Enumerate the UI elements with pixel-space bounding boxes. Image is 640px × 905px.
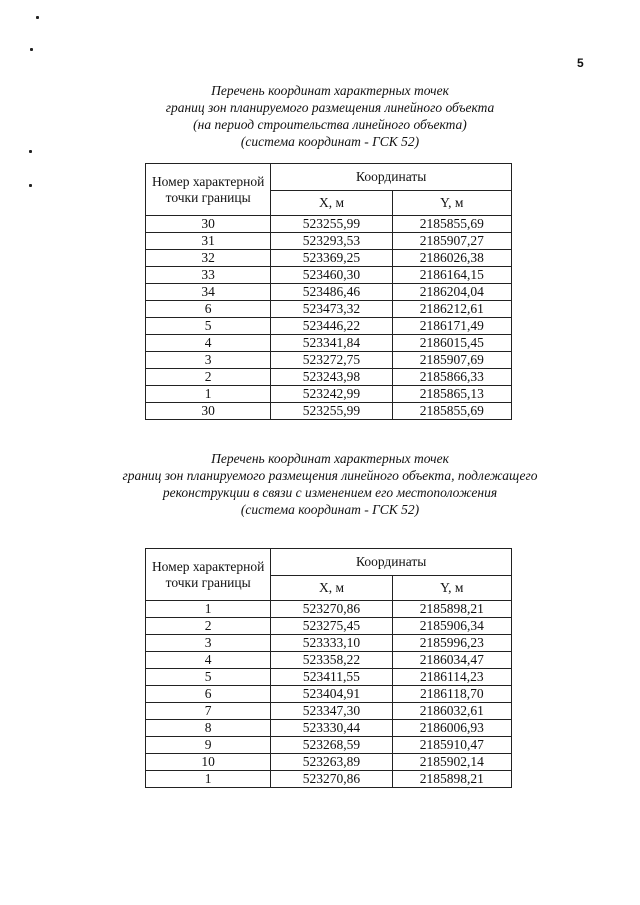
cell-point-number: 30 bbox=[146, 216, 271, 233]
heading-line: границ зон планируемого размещения линейного объекта bbox=[165, 100, 495, 115]
cell-point-number: 10 bbox=[146, 754, 271, 771]
table-row bbox=[146, 635, 512, 652]
cell-point-number: 33 bbox=[146, 267, 271, 284]
table-row bbox=[146, 720, 512, 737]
cell-y: 2185910,47 bbox=[392, 737, 511, 754]
page-number: 5 bbox=[577, 56, 584, 70]
cell-x: 523275,45 bbox=[271, 618, 392, 635]
cell-x: 523446,22 bbox=[271, 318, 392, 335]
cell-x: 523333,10 bbox=[271, 635, 392, 652]
cell-point-number: 9 bbox=[146, 737, 271, 754]
cell-y: 2186171,49 bbox=[392, 318, 511, 335]
cell-y: 2185902,14 bbox=[392, 754, 511, 771]
cell-point-number: 3 bbox=[146, 635, 271, 652]
table-row bbox=[146, 403, 512, 420]
table-row bbox=[146, 386, 512, 403]
section2-heading bbox=[80, 450, 580, 518]
header-point-number: Номер характерной точки границы bbox=[146, 549, 271, 601]
cell-y: 2186204,04 bbox=[392, 284, 511, 301]
heading-line: границ зон планируемого размещения линейного объекта, подлежащего bbox=[122, 468, 538, 483]
header-coordinates: Координаты bbox=[271, 549, 512, 576]
heading-line: Перечень координат характерных точек bbox=[211, 451, 449, 466]
scan-mark bbox=[30, 48, 33, 51]
cell-y: 2185855,69 bbox=[392, 216, 511, 233]
header-y: Y, м bbox=[392, 191, 511, 216]
cell-point-number: 34 bbox=[146, 284, 271, 301]
cell-x: 523404,91 bbox=[271, 686, 392, 703]
cell-y: 2185855,69 bbox=[392, 403, 511, 420]
heading-line: (система координат - ГСК 52) bbox=[240, 134, 420, 149]
cell-x: 523460,30 bbox=[271, 267, 392, 284]
table-row bbox=[146, 771, 512, 788]
cell-x: 523486,46 bbox=[271, 284, 392, 301]
cell-x: 523272,75 bbox=[271, 352, 392, 369]
table-row bbox=[146, 618, 512, 635]
cell-y: 2186114,23 bbox=[392, 669, 511, 686]
table-row bbox=[146, 669, 512, 686]
cell-x: 523270,86 bbox=[271, 771, 392, 788]
coordinates-table-construction bbox=[145, 163, 512, 420]
cell-y: 2186026,38 bbox=[392, 250, 511, 267]
table-row bbox=[146, 284, 512, 301]
table-row bbox=[146, 686, 512, 703]
cell-point-number: 1 bbox=[146, 771, 271, 788]
table-row bbox=[146, 301, 512, 318]
table-row bbox=[146, 601, 512, 618]
table-row bbox=[146, 318, 512, 335]
cell-point-number: 6 bbox=[146, 686, 271, 703]
cell-point-number: 3 bbox=[146, 352, 271, 369]
cell-y: 2186006,93 bbox=[392, 720, 511, 737]
cell-x: 523358,22 bbox=[271, 652, 392, 669]
coordinates-table-reconstruction bbox=[145, 548, 512, 788]
cell-point-number: 4 bbox=[146, 652, 271, 669]
table-row bbox=[146, 216, 512, 233]
heading-line: (система координат - ГСК 52) bbox=[240, 502, 420, 517]
table-row bbox=[146, 352, 512, 369]
header-point-number: Номер характерной точки границы bbox=[146, 164, 271, 216]
cell-point-number: 7 bbox=[146, 703, 271, 720]
header-coordinates: Координаты bbox=[271, 164, 512, 191]
table-row bbox=[146, 754, 512, 771]
header-y: Y, м bbox=[392, 576, 511, 601]
table-row bbox=[146, 703, 512, 720]
cell-y: 2186032,61 bbox=[392, 703, 511, 720]
header-x: X, м bbox=[271, 191, 392, 216]
table-row bbox=[146, 250, 512, 267]
cell-x: 523347,30 bbox=[271, 703, 392, 720]
cell-x: 523242,99 bbox=[271, 386, 392, 403]
cell-y: 2186212,61 bbox=[392, 301, 511, 318]
cell-x: 523369,25 bbox=[271, 250, 392, 267]
section1-heading bbox=[100, 82, 560, 150]
table-row bbox=[146, 233, 512, 250]
cell-point-number: 1 bbox=[146, 386, 271, 403]
scan-mark bbox=[29, 184, 32, 187]
cell-y: 2185898,21 bbox=[392, 601, 511, 618]
table-body bbox=[146, 216, 512, 420]
cell-point-number: 6 bbox=[146, 301, 271, 318]
heading-line: (на период строительства линейного объекта) bbox=[193, 117, 467, 132]
table-row bbox=[146, 652, 512, 669]
cell-point-number: 31 bbox=[146, 233, 271, 250]
cell-x: 523263,89 bbox=[271, 754, 392, 771]
scan-mark bbox=[36, 16, 39, 19]
cell-point-number: 1 bbox=[146, 601, 271, 618]
table-row bbox=[146, 267, 512, 284]
cell-point-number: 5 bbox=[146, 318, 271, 335]
scan-mark bbox=[29, 150, 32, 153]
cell-x: 523268,59 bbox=[271, 737, 392, 754]
cell-x: 523341,84 bbox=[271, 335, 392, 352]
table-body bbox=[146, 601, 512, 788]
heading-line: Перечень координат характерных точек bbox=[211, 83, 449, 98]
cell-point-number: 2 bbox=[146, 618, 271, 635]
cell-x: 523473,32 bbox=[271, 301, 392, 318]
cell-y: 2185898,21 bbox=[392, 771, 511, 788]
cell-point-number: 32 bbox=[146, 250, 271, 267]
cell-x: 523255,99 bbox=[271, 403, 392, 420]
cell-y: 2186118,70 bbox=[392, 686, 511, 703]
cell-y: 2186034,47 bbox=[392, 652, 511, 669]
cell-y: 2185865,13 bbox=[392, 386, 511, 403]
cell-point-number: 4 bbox=[146, 335, 271, 352]
table-row bbox=[146, 335, 512, 352]
header-x: X, м bbox=[271, 576, 392, 601]
cell-y: 2185907,69 bbox=[392, 352, 511, 369]
cell-x: 523243,98 bbox=[271, 369, 392, 386]
cell-y: 2185996,23 bbox=[392, 635, 511, 652]
cell-x: 523293,53 bbox=[271, 233, 392, 250]
cell-y: 2185906,34 bbox=[392, 618, 511, 635]
cell-y: 2185866,33 bbox=[392, 369, 511, 386]
table-row bbox=[146, 369, 512, 386]
cell-y: 2185907,27 bbox=[392, 233, 511, 250]
cell-y: 2186015,45 bbox=[392, 335, 511, 352]
cell-x: 523270,86 bbox=[271, 601, 392, 618]
cell-point-number: 5 bbox=[146, 669, 271, 686]
cell-point-number: 30 bbox=[146, 403, 271, 420]
cell-y: 2186164,15 bbox=[392, 267, 511, 284]
cell-point-number: 8 bbox=[146, 720, 271, 737]
heading-line: реконструкции в связи с изменением его местоположения bbox=[162, 485, 498, 500]
cell-point-number: 2 bbox=[146, 369, 271, 386]
cell-x: 523411,55 bbox=[271, 669, 392, 686]
table-row bbox=[146, 737, 512, 754]
cell-x: 523255,99 bbox=[271, 216, 392, 233]
cell-x: 523330,44 bbox=[271, 720, 392, 737]
